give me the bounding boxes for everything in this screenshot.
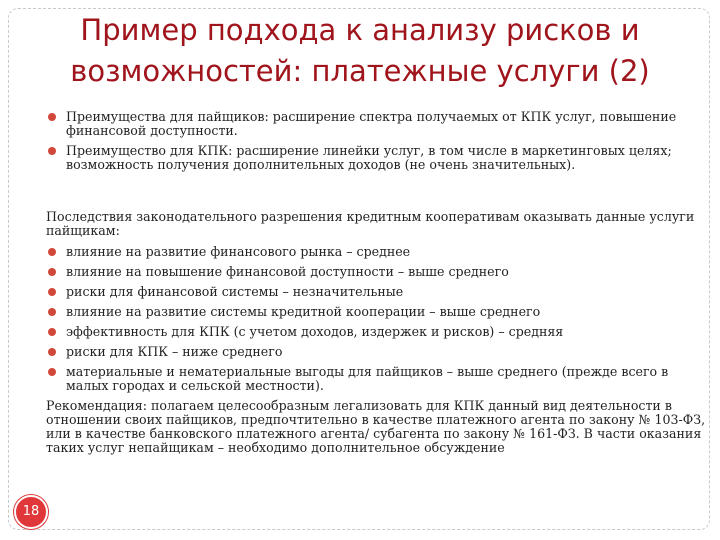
bullet-icon: [48, 328, 56, 336]
list-item-text: материальные и нематериальные выгоды для пайщиков – выше среднего (прежде всего в малых городах и сельской местности).: [66, 364, 669, 393]
benefit-text: Преимущества для пайщиков: расширение спектра получаемых от КПК услуг, повышение финансовой доступности.: [66, 109, 677, 138]
bullet-icon: [48, 248, 56, 256]
bullet-icon: [48, 348, 56, 356]
bullet-icon: [48, 308, 56, 316]
recommendation-text: Рекомендация: полагаем целесообразным легализовать для КПК данный вид деятельности в отношении своих пайщиков, предпочтительно в качестве платежного агента по закону № 103-ФЗ, или в качестве банковского платежного агента/ субагента по закону № 161-ФЗ. В части оказания таких услуг непайщикам – необходимо дополнительное обсуждение: [46, 398, 706, 455]
list-item: [46, 285, 714, 299]
title-line-1: Пример подхода к анализу рисков и: [80, 13, 640, 47]
spacer: [46, 178, 714, 210]
page-number-badge: 18: [14, 495, 48, 529]
list-item-text: риски для КПК – ниже среднего: [66, 344, 283, 359]
slide-title: [40, 10, 680, 92]
title-line-2: возможностей: платежные услуги (2): [70, 54, 650, 88]
bullet-icon: [48, 147, 56, 155]
list-item-text: влияние на повышение финансовой доступности – выше среднего: [66, 264, 509, 279]
bullet-icon: [48, 368, 56, 376]
list-item: [46, 305, 714, 319]
benefits-list: [46, 110, 714, 172]
consequences-list: [46, 245, 714, 393]
list-item: [46, 265, 714, 279]
benefit-text: Преимущество для КПК: расширение линейки услуг, в том числе в маркетинговых целях; возможность получения дополнительных доходов (не очень значительных).: [66, 143, 672, 172]
list-item: [46, 365, 714, 393]
bullet-icon: [48, 113, 56, 121]
list-item: [46, 345, 714, 359]
list-item: [46, 245, 714, 259]
consequences-intro: Последствия законодательного разрешения кредитным кооперативам оказывать данные услуги пайщикам:: [46, 209, 695, 238]
slide-body: [46, 110, 714, 455]
list-item-text: влияние на развитие системы кредитной кооперации – выше среднего: [66, 304, 541, 319]
list-item-text: влияние на развитие финансового рынка – среднее: [66, 244, 411, 259]
benefit-item-members: [46, 110, 714, 138]
list-item: [46, 325, 714, 339]
list-item-text: эффективность для КПК (с учетом доходов, издержек и рисков) – средняя: [66, 324, 564, 339]
list-item-text: риски для финансовой системы – незначительные: [66, 284, 404, 299]
bullet-icon: [48, 288, 56, 296]
benefit-item-kpk: [46, 144, 714, 172]
bullet-icon: [48, 268, 56, 276]
